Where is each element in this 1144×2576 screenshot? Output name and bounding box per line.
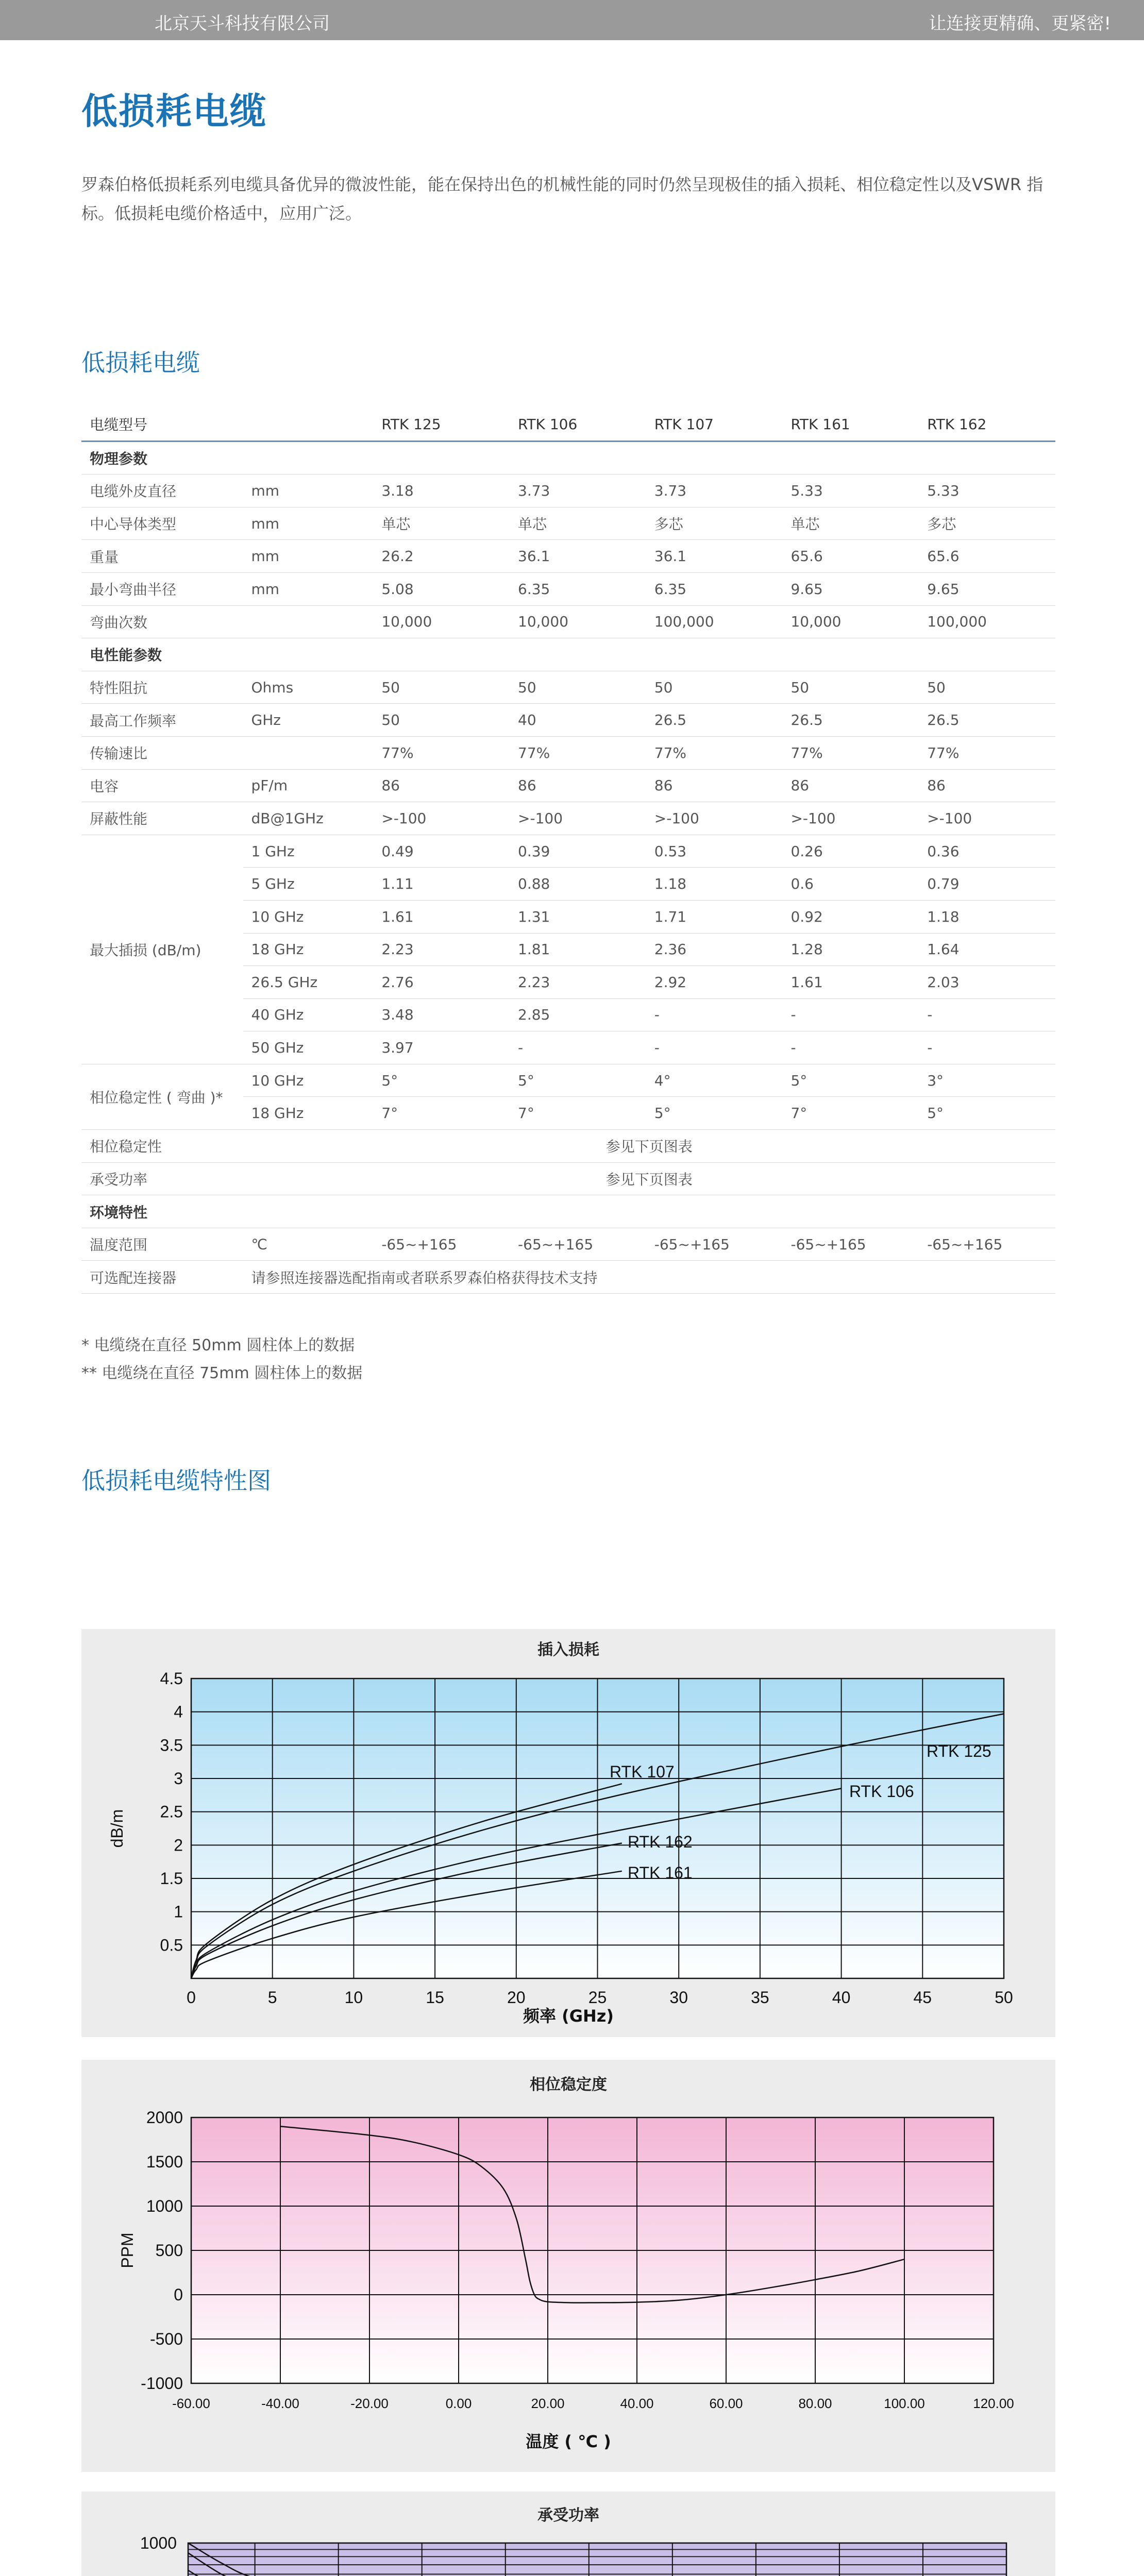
table-cell: - <box>646 1031 783 1064</box>
table-cell: 3° <box>919 1064 1055 1097</box>
table-cell: 1.71 <box>646 900 783 933</box>
table-cell: 单芯 <box>373 507 510 540</box>
footnote-1: * 电缆绕在直径 50mm 圆柱体上的数据 <box>81 1336 355 1354</box>
x-tick-label: -60.00 <box>172 2396 210 2411</box>
table-cell: 0.88 <box>510 868 646 901</box>
table-cell: 10,000 <box>510 605 646 638</box>
table-cell: 7° <box>782 1097 919 1130</box>
table-cell: 1.64 <box>919 933 1055 966</box>
table-cell: 1 GHz <box>243 835 374 868</box>
x-tick-label: 60.00 <box>709 2396 743 2411</box>
table-cell: 26.5 GHz <box>243 966 374 999</box>
table-cell: -65~+165 <box>919 1228 1055 1261</box>
table-cell: 单芯 <box>510 507 646 540</box>
table-row <box>81 1228 1055 1261</box>
table-cell: 50 <box>373 671 510 704</box>
x-tick-label: 0 <box>187 1988 196 2007</box>
table-cell: 5° <box>646 1097 783 1130</box>
table-cell: 电容 <box>81 769 243 802</box>
table-cell: >-100 <box>919 802 1055 835</box>
series-label: RTK 106 <box>849 1782 914 1801</box>
table-header-cell <box>243 408 374 441</box>
table-cell: mm <box>243 572 374 605</box>
table-row <box>81 736 1055 769</box>
table-section-label: 物理参数 <box>81 441 1055 474</box>
table-cell: 1.11 <box>373 868 510 901</box>
table-cell: 温度范围 <box>81 1228 243 1261</box>
table-cell: 5° <box>373 1064 510 1097</box>
table-cell: 2.23 <box>373 933 510 966</box>
table-cell: >-100 <box>646 802 783 835</box>
table-cell <box>243 605 374 638</box>
table-cell: 50 <box>373 704 510 737</box>
x-tick-label: 15 <box>426 1988 444 2007</box>
table-cell: 3.97 <box>373 1031 510 1064</box>
y-tick-label: 2 <box>174 1836 183 1855</box>
table-cell: -65~+165 <box>510 1228 646 1261</box>
table-cell: 重量 <box>81 540 243 573</box>
insertion-loss-svg <box>81 1629 1055 2037</box>
table-cell: mm <box>243 507 374 540</box>
table-cell: 中心导体类型 <box>81 507 243 540</box>
charts-section-title: 低损耗电缆特性图 <box>81 1467 271 1495</box>
y-tick-label: 0.5 <box>160 1936 183 1955</box>
x-axis-label: 温度 ( ℃ ) <box>526 2432 611 2451</box>
y-tick-label: -1000 <box>141 2374 183 2393</box>
table-row <box>81 671 1055 704</box>
table-cell: 最高工作频率 <box>81 704 243 737</box>
table-cell: 50 <box>646 671 783 704</box>
table-section-row <box>81 638 1055 671</box>
x-tick-label: 40.00 <box>620 2396 654 2411</box>
table-cell: >-100 <box>510 802 646 835</box>
insertion-loss-chart <box>81 1629 1055 2037</box>
table-cell: 5° <box>510 1064 646 1097</box>
table-span-cell: 参见下页图表 <box>243 1162 1055 1195</box>
table-cell: 0.92 <box>782 900 919 933</box>
table-row <box>81 1261 1055 1294</box>
table-cell: 单芯 <box>782 507 919 540</box>
table-cell: 1.18 <box>919 900 1055 933</box>
table-cell: ℃ <box>243 1228 374 1261</box>
table-cell: 2.36 <box>646 933 783 966</box>
table-cell: 1.18 <box>646 868 783 901</box>
chart-title: 承受功率 <box>537 2506 599 2524</box>
table-cell: 5° <box>782 1064 919 1097</box>
table-cell: 承受功率 <box>81 1162 243 1195</box>
table-cell: 7° <box>373 1097 510 1130</box>
table-row <box>81 835 1055 868</box>
table-cell: 9.65 <box>919 572 1055 605</box>
page-title: 低损耗电缆 <box>81 90 267 132</box>
table-cell: 2.23 <box>510 966 646 999</box>
y-tick-label: 4 <box>174 1702 183 1721</box>
y-tick-label: 1000 <box>146 2197 183 2215</box>
table-cell: 2.85 <box>510 998 646 1031</box>
table-header-cell: 电缆型号 <box>81 408 243 441</box>
y-tick-label: 1 <box>174 1902 183 1921</box>
x-tick-label: 80.00 <box>798 2396 832 2411</box>
x-tick-label: 35 <box>751 1988 769 2007</box>
table-row <box>81 769 1055 802</box>
y-tick-label: 0 <box>174 2285 183 2304</box>
table-cell: pF/m <box>243 769 374 802</box>
table-cell: 77% <box>919 736 1055 769</box>
table-cell: 100,000 <box>646 605 783 638</box>
table-cell: 0.26 <box>782 835 919 868</box>
table-cell: 3.73 <box>510 474 646 507</box>
table-cell: 5.33 <box>919 474 1055 507</box>
table-header-cell: RTK 125 <box>373 408 510 441</box>
table-cell: 36.1 <box>646 540 783 573</box>
table-cell: >-100 <box>782 802 919 835</box>
table-cell: 0.6 <box>782 868 919 901</box>
table-span-cell: 参见下页图表 <box>243 1130 1055 1163</box>
table-cell: 可选配连接器 <box>81 1261 243 1294</box>
series-label: RTK 161 <box>628 1863 693 1882</box>
table-header-cell: RTK 106 <box>510 408 646 441</box>
intro-paragraph: 罗森伯格低损耗系列电缆具备优异的微波性能，能在保持出色的机械性能的同时仍然呈现极佳的插入损耗、相位稳定性以及VSWR 指标。低损耗电缆价格适中，应用广泛。 <box>81 175 1044 223</box>
table-section-label: 电性能参数 <box>81 638 1055 671</box>
table-cell: 40 <box>510 704 646 737</box>
table-cell: 86 <box>510 769 646 802</box>
table-cell: 1.61 <box>373 900 510 933</box>
y-tick-label: 1000 <box>140 2534 177 2552</box>
y-tick-label: -500 <box>149 2330 183 2348</box>
table-cell: 0.49 <box>373 835 510 868</box>
table-cell: 5° <box>919 1097 1055 1130</box>
table-cell: - <box>510 1031 646 1064</box>
table-cell: 26.5 <box>782 704 919 737</box>
table-cell: 36.1 <box>510 540 646 573</box>
table-cell: 0.39 <box>510 835 646 868</box>
table-cell: GHz <box>243 704 374 737</box>
table-cell: 100,000 <box>919 605 1055 638</box>
table-cell: 77% <box>510 736 646 769</box>
table-cell: 1.61 <box>782 966 919 999</box>
table-cell: 多芯 <box>646 507 783 540</box>
table-cell: - <box>646 998 783 1031</box>
table-cell: 1.28 <box>782 933 919 966</box>
table-cell: 77% <box>646 736 783 769</box>
table-row <box>81 540 1055 573</box>
x-axis-label: 频率 (GHz) <box>523 2006 614 2026</box>
table-cell: 6.35 <box>646 572 783 605</box>
power-handling-chart <box>81 2492 1055 2576</box>
table-cell: 2.03 <box>919 966 1055 999</box>
x-tick-label: 25 <box>588 1988 607 2007</box>
table-cell: 10 GHz <box>243 1064 374 1097</box>
y-tick-label: 3.5 <box>160 1736 183 1755</box>
y-tick-label: 4.5 <box>160 1669 183 1688</box>
table-header-cell: RTK 162 <box>919 408 1055 441</box>
table-cell: Ohms <box>243 671 374 704</box>
table-row <box>81 1162 1055 1195</box>
phase-stability-svg <box>81 2060 1055 2472</box>
y-tick-label: 2000 <box>146 2108 183 2127</box>
table-cell: 弯曲次数 <box>81 605 243 638</box>
table-group-label: 最大插损 (dB/m) <box>81 835 243 1064</box>
table-group-label: 相位稳定性 ( 弯曲 )* <box>81 1064 243 1129</box>
table-cell: 10 GHz <box>243 900 374 933</box>
series-label: RTK 162 <box>628 1833 693 1851</box>
table-cell: 电缆外皮直径 <box>81 474 243 507</box>
table-cell: 50 <box>919 671 1055 704</box>
y-axis-label: dB/m <box>108 1809 126 1848</box>
table-cell: 26.5 <box>919 704 1055 737</box>
table-cell: 18 GHz <box>243 1097 374 1130</box>
x-tick-label: 45 <box>913 1988 932 2007</box>
table-header-row <box>81 408 1055 441</box>
table-cell: - <box>919 998 1055 1031</box>
series-label: RTK 125 <box>927 1742 991 1760</box>
table-row <box>81 474 1055 507</box>
table-cell: 5.08 <box>373 572 510 605</box>
x-tick-label: 20 <box>507 1988 526 2007</box>
x-tick-label: 30 <box>669 1988 688 2007</box>
table-section-row <box>81 1195 1055 1228</box>
table-wide-cell: 请参照连接器选配指南或者联系罗森伯格获得技术支持 <box>243 1261 1055 1294</box>
footnote-2: ** 电缆绕在直径 75mm 圆柱体上的数据 <box>81 1364 363 1382</box>
table-cell: 2.76 <box>373 966 510 999</box>
x-tick-label: 0.00 <box>445 2396 472 2411</box>
plot-area <box>188 2543 1006 2576</box>
table-cell: 50 <box>782 671 919 704</box>
company-name: 北京天斗科技有限公司 <box>155 13 330 34</box>
table-cell: 最小弯曲半径 <box>81 572 243 605</box>
x-tick-label: -20.00 <box>350 2396 389 2411</box>
table-cell: 1.81 <box>510 933 646 966</box>
power-handling-svg <box>81 2492 1055 2576</box>
table-cell: 2.92 <box>646 966 783 999</box>
y-axis-label: PPM <box>118 2232 137 2268</box>
x-tick-label: 5 <box>267 1988 277 2007</box>
table-cell: 特性阻抗 <box>81 671 243 704</box>
table-cell: -65~+165 <box>373 1228 510 1261</box>
table-header-cell: RTK 107 <box>646 408 783 441</box>
x-tick-label: 10 <box>344 1988 363 2007</box>
y-tick-label: 2.5 <box>160 1802 183 1821</box>
table-section-row <box>81 441 1055 474</box>
table-cell: 10,000 <box>373 605 510 638</box>
table-cell: -65~+165 <box>782 1228 919 1261</box>
series-label: RTK 107 <box>610 1762 675 1781</box>
table-row <box>81 507 1055 540</box>
table-header-cell: RTK 161 <box>782 408 919 441</box>
table-cell: 65.6 <box>782 540 919 573</box>
table-cell: 传输速比 <box>81 736 243 769</box>
y-tick-label: 1.5 <box>160 1869 183 1888</box>
table-row <box>81 802 1055 835</box>
table-cell: 65.6 <box>919 540 1055 573</box>
table-cell: 4° <box>646 1064 783 1097</box>
table-cell: 86 <box>782 769 919 802</box>
top-bar <box>0 0 1144 40</box>
table-cell: 3.73 <box>646 474 783 507</box>
table-cell: 多芯 <box>919 507 1055 540</box>
table-cell: 0.79 <box>919 868 1055 901</box>
x-tick-label: 20.00 <box>531 2396 565 2411</box>
table-cell: 9.65 <box>782 572 919 605</box>
x-tick-label: -40.00 <box>261 2396 299 2411</box>
table-row <box>81 704 1055 737</box>
x-tick-label: 50 <box>995 1988 1013 2007</box>
chart-title: 插入损耗 <box>537 1641 599 1659</box>
table-cell: 相位稳定性 <box>81 1130 243 1163</box>
y-tick-label: 500 <box>155 2241 183 2260</box>
table-cell: 77% <box>782 736 919 769</box>
table-section-label: 环境特性 <box>81 1195 1055 1228</box>
slogan: 让连接更精确、更紧密! <box>929 13 1111 34</box>
table-cell: >-100 <box>373 802 510 835</box>
table-cell: 3.48 <box>373 998 510 1031</box>
table-cell: 18 GHz <box>243 933 374 966</box>
chart-title: 相位稳定度 <box>530 2076 607 2094</box>
table-cell: 5.33 <box>782 474 919 507</box>
table-cell: 86 <box>646 769 783 802</box>
table-cell: - <box>782 1031 919 1064</box>
table-cell: 86 <box>919 769 1055 802</box>
table-row <box>81 605 1055 638</box>
table-cell: - <box>782 998 919 1031</box>
table-cell: 1.31 <box>510 900 646 933</box>
spec-table <box>81 408 1055 1294</box>
table-cell: 0.36 <box>919 835 1055 868</box>
table-cell: 40 GHz <box>243 998 374 1031</box>
table-row <box>81 1064 1055 1097</box>
table-cell: 50 GHz <box>243 1031 374 1064</box>
table-cell: 7° <box>510 1097 646 1130</box>
table-row <box>81 1130 1055 1163</box>
y-tick-label: 1500 <box>146 2153 183 2171</box>
table-cell: mm <box>243 474 374 507</box>
table-cell: dB@1GHz <box>243 802 374 835</box>
x-tick-label: 40 <box>832 1988 851 2007</box>
y-tick-label: 3 <box>174 1769 183 1788</box>
table-cell: 10,000 <box>782 605 919 638</box>
x-tick-label: 100.00 <box>884 2396 925 2411</box>
table-cell <box>243 736 374 769</box>
table-cell: 26.2 <box>373 540 510 573</box>
table-cell: - <box>919 1031 1055 1064</box>
table-cell: -65~+165 <box>646 1228 783 1261</box>
spec-section-title: 低损耗电缆 <box>81 349 200 377</box>
table-cell: 26.5 <box>646 704 783 737</box>
table-cell: 77% <box>373 736 510 769</box>
table-cell: mm <box>243 540 374 573</box>
table-cell: 86 <box>373 769 510 802</box>
phase-stability-chart <box>81 2060 1055 2472</box>
table-cell: 0.53 <box>646 835 783 868</box>
table-cell: 6.35 <box>510 572 646 605</box>
table-cell: 50 <box>510 671 646 704</box>
table-cell: 屏蔽性能 <box>81 802 243 835</box>
table-cell: 3.18 <box>373 474 510 507</box>
table-row <box>81 572 1055 605</box>
table-cell: 5 GHz <box>243 868 374 901</box>
x-tick-label: 120.00 <box>973 2396 1014 2411</box>
